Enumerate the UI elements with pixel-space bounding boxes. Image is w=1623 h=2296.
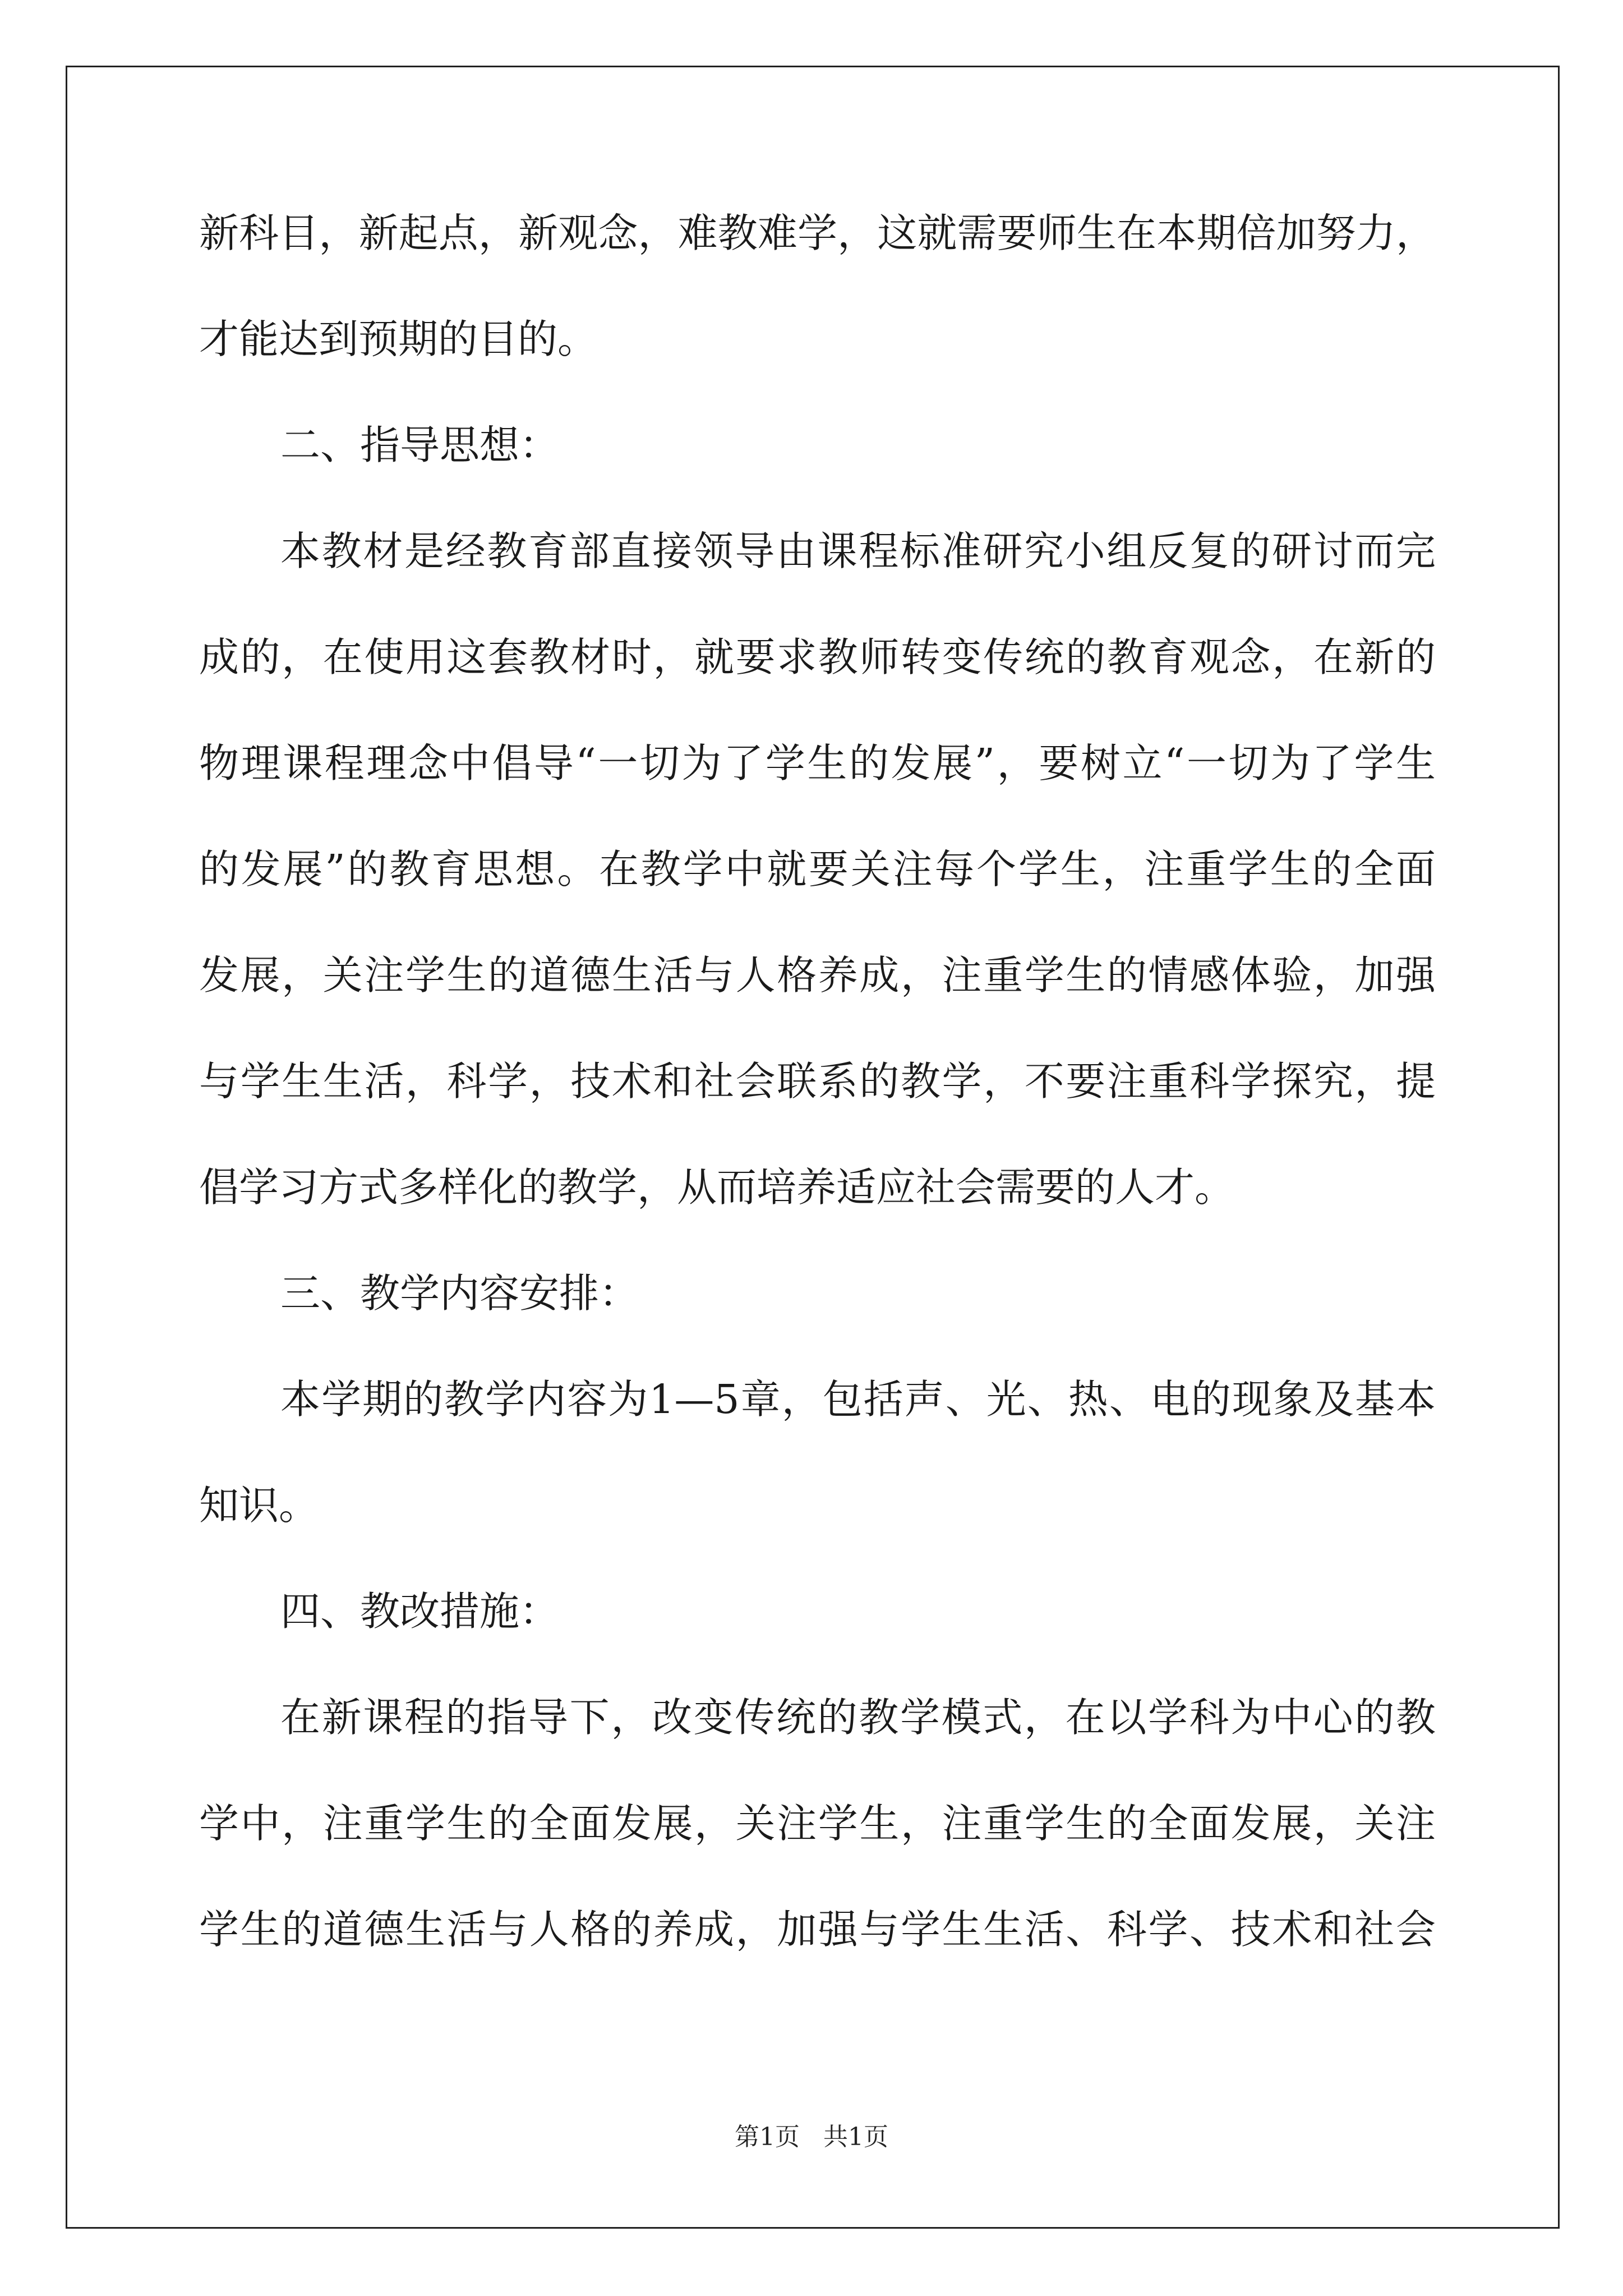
page-footer: 第1页 共1页 [735, 2123, 888, 2151]
section-heading: 二、指导思想： [280, 422, 560, 468]
text-line: 物理课程理念中倡导“一切为了学生的发展”，要树立“一切为了学生 [199, 740, 1436, 786]
section-heading: 四、教改措施： [280, 1588, 560, 1635]
text-line: 成的，在使用这套教材时，就要求教师转变传统的教育观念，在新的 [199, 634, 1436, 680]
text-line: 知识。 [199, 1482, 319, 1529]
text-line: 的发展”的教育思想。在教学中就要关注每个学生，注重学生的全面 [199, 846, 1436, 892]
text-line: 新科目，新起点，新观念，难教难学，这就需要师生在本期倍加努力， [199, 210, 1436, 256]
text-line: 倡学习方式多样化的教学，从而培养适应社会需要的人才。 [199, 1164, 1235, 1211]
text-line: 与学生生活，科学，技术和社会联系的教学，不要注重科学探究，提 [199, 1058, 1436, 1105]
text-line: 学生的道德生活与人格的养成，加强与学生生活、科学、技术和社会 [199, 1906, 1436, 1953]
text-line: 本教材是经教育部直接领导由课程标准研究小组反复的研讨而完 [280, 528, 1436, 574]
section-heading: 三、教学内容安排： [280, 1270, 639, 1317]
text-line: 在新课程的指导下，改变传统的教学模式，在以学科为中心的教 [280, 1694, 1436, 1741]
document-body [199, 208, 1436, 2010]
text-line: 本学期的教学内容为1—5章，包括声、光、热、电的现象及基本 [280, 1376, 1436, 1423]
text-line: 学中，注重学生的全面发展，关注学生，注重学生的全面发展，关注 [199, 1800, 1436, 1847]
text-line: 才能达到预期的目的。 [199, 316, 598, 362]
text-line: 发展，关注学生的道德生活与人格养成，注重学生的情感体验，加强 [199, 952, 1436, 999]
